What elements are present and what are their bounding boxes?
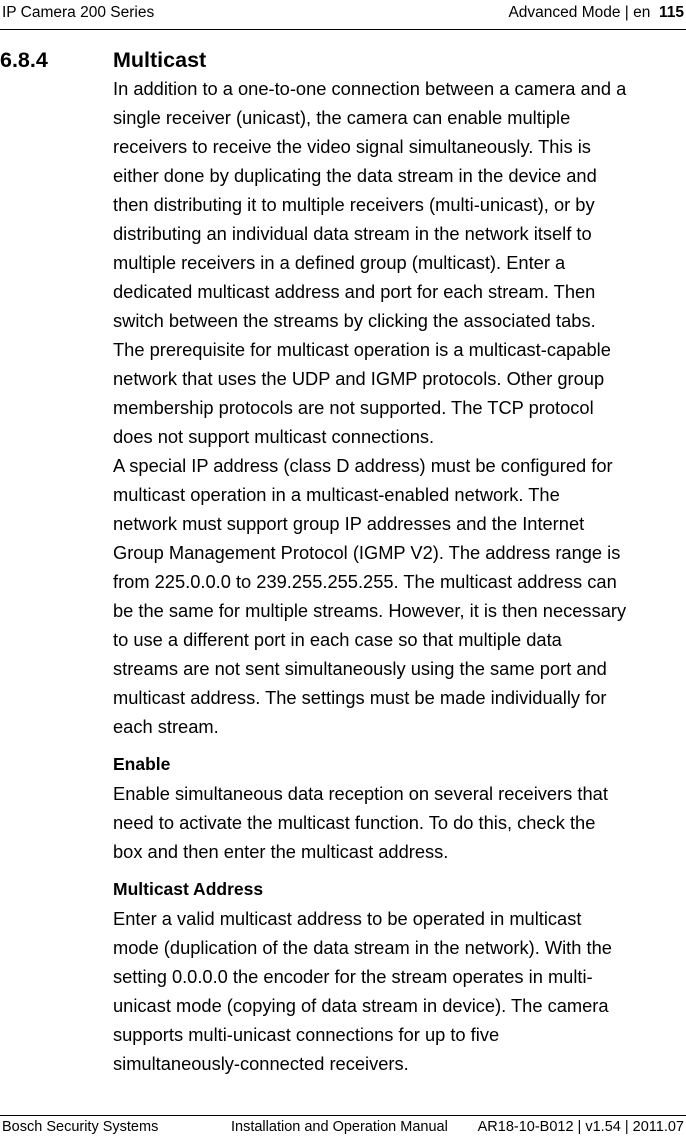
header-section-info	[508, 4, 684, 22]
section-title: Multicast	[113, 48, 207, 72]
text-line: multiple receivers in a defined group (multicast). Enter a	[113, 252, 566, 273]
multicast-address-description	[113, 904, 684, 1078]
page-footer	[0, 1115, 686, 1137]
text-line: distributing an individual data stream in the network itself to	[113, 223, 592, 244]
prerequisite-paragraph	[113, 335, 684, 451]
text-line: need to activate the multicast function. To do this, check the	[113, 812, 596, 833]
section-body	[113, 74, 684, 1078]
text-line: multicast operation in a multicast-enabled network. The	[113, 484, 560, 505]
text-line: switch between the streams by clicking the associated tabs.	[113, 310, 596, 331]
text-line: supports multi-unicast connections for up to five	[113, 1024, 500, 1045]
text-line: mode (duplication of the data stream in the network). With the	[113, 937, 612, 958]
text-line: Enter a valid multicast address to be operated in multicast	[113, 908, 582, 929]
text-line: dedicated multicast address and port for each stream. Then	[113, 281, 596, 302]
enable-heading: Enable	[113, 754, 171, 774]
text-line: from 225.0.0.0 to 239.255.255.255. The multicast address can	[113, 571, 617, 592]
multicast-address-heading: Multicast Address	[113, 879, 264, 899]
enable-description	[113, 779, 684, 866]
text-line: does not support multicast connections.	[113, 426, 435, 447]
text-line: multicast address. The settings must be made individually for	[113, 687, 607, 708]
footer-manual-title: Installation and Operation Manual	[231, 1119, 448, 1135]
text-line: receivers to receive the video signal simultaneously. This is	[113, 136, 591, 157]
text-line: The prerequisite for multicast operation is a multicast-capable	[113, 339, 611, 360]
address-paragraph	[113, 451, 684, 741]
text-line: each stream.	[113, 716, 219, 737]
text-line: Enable simultaneous data reception on several receivers that	[113, 783, 608, 804]
text-line: setting 0.0.0.0 the encoder for the stream operates in multi-	[113, 966, 593, 987]
footer-company: Bosch Security Systems	[2, 1119, 159, 1135]
header-product-name: IP Camera 200 Series	[2, 4, 155, 21]
text-line: network must support group IP addresses and the Internet	[113, 513, 585, 534]
text-line: to use a different port in each case so that multiple data	[113, 629, 562, 650]
text-line: be the same for multiple streams. However, it is then necessary	[113, 600, 627, 621]
intro-paragraph	[113, 74, 684, 335]
page-number: 115	[658, 4, 684, 21]
text-line: Group Management Protocol (IGMP V2). The address range is	[113, 542, 621, 563]
page-header	[0, 0, 686, 30]
text-line: network that uses the UDP and IGMP protocols. Other group	[113, 368, 605, 389]
text-line: simultaneously-connected receivers.	[113, 1053, 409, 1074]
text-line: box and then enter the multicast address.	[113, 841, 449, 862]
footer-doc-id: AR18-10-B012 | v1.54 | 2011.07	[477, 1119, 684, 1135]
text-line: A special IP address (class D address) must be configured for	[113, 455, 613, 476]
header-section-lang: Advanced Mode | en	[508, 4, 651, 21]
text-line: In addition to a one-to-one connection between a camera and a	[113, 78, 627, 99]
section-number: 6.8.4	[0, 48, 48, 72]
text-line: single receiver (unicast), the camera can enable multiple	[113, 107, 571, 128]
text-line: membership protocols are not supported. The TCP protocol	[113, 397, 594, 418]
text-line: then distributing it to multiple receivers (multi-unicast), or by	[113, 194, 595, 215]
text-line: streams are not sent simultaneously using the same port and	[113, 658, 607, 679]
text-line: unicast mode (copying of data stream in device). The camera	[113, 995, 609, 1016]
text-line: either done by duplicating the data stream in the device and	[113, 165, 597, 186]
